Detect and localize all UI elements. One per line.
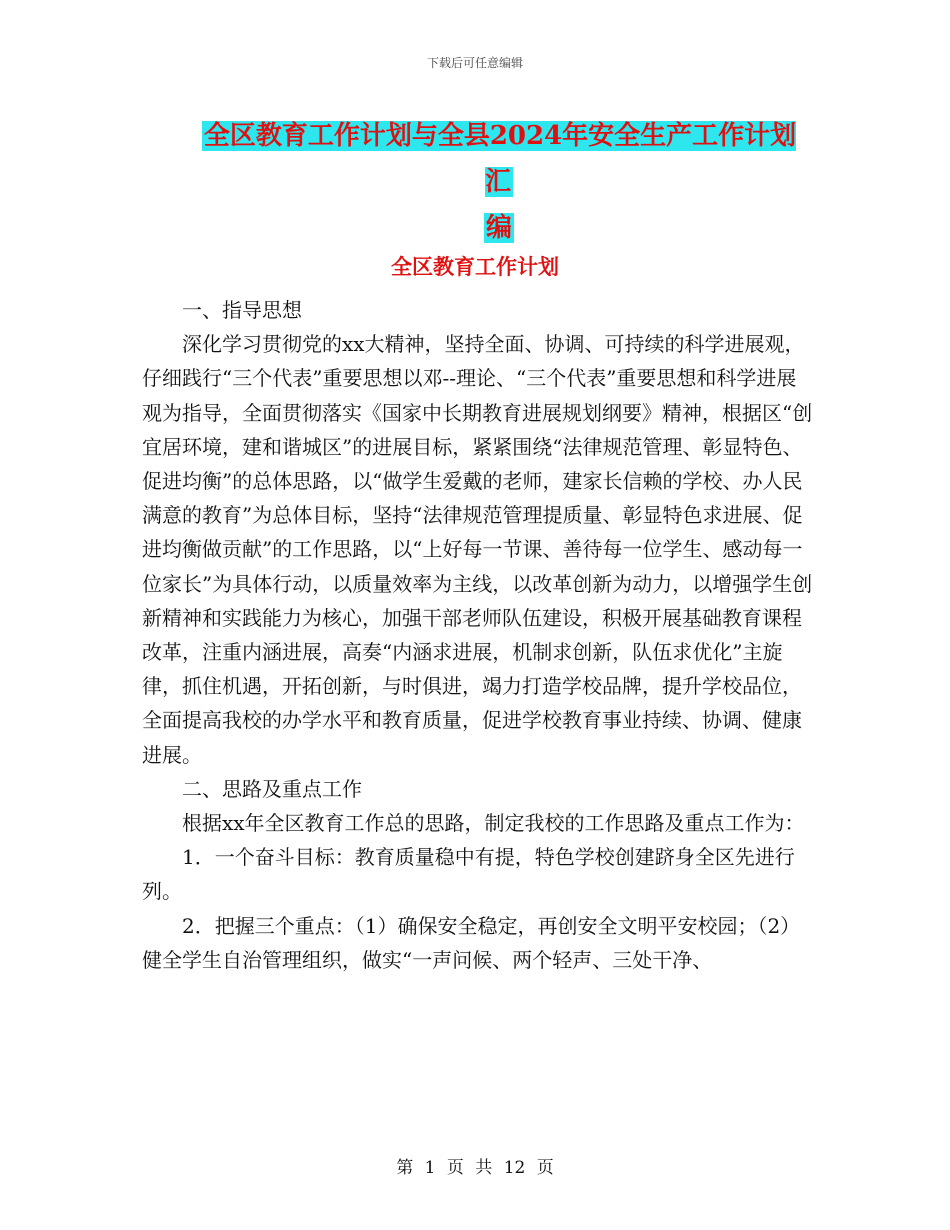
document-title xyxy=(188,113,810,251)
heading-ideas-key-work: 二、思路及重点工作 xyxy=(182,776,362,801)
paragraph-guiding-thought: 深化学习贯彻党的xx大精神，坚持全面、协调、可持续的科学进展观，仔细践行“三个代表”重要思想以邓--理论、“三个代表”重要思想和科学进展观为指导，全面贯彻落实《国家中长期教育进展规划纲要》精神，根据区“创宜居环境，建和谐城区”的进展目标，紧紧围绕“法律规范管理、彰显特色、促进均衡”的总体思路，以“做学生爱戴的老师，建家长信赖的学校、办人民满意的教育”为总体目标，坚持“法律规范管理提质量、彰显特色求进展、促进均衡做贡献”的工作思路，以“上好每一节课、善待每一位学生、感动每一位家长”为具体行动，以质量效率为主线，以改革创新为动力，以增强学生创新精神和实践能力为核心，加强干部老师队伍建设，积极开展基础教育课程改革，注重内涵进展，高奏“内涵求进展，机制求创新，队伍求优化”主旋律，抓住机遇，开拓创新，与时俱进，竭力打造学校品牌，提升学校品位，全面提高我校的办学水平和教育质量，促进学校教育事业持续、协调、健康进展。 xyxy=(142,332,813,767)
document-title-line-2: 编 xyxy=(485,213,512,243)
section-title: 全区教育工作计划 xyxy=(391,254,559,279)
document-title-line-1: 全区教育工作计划与全县2024年安全生产工作计划汇 xyxy=(203,121,797,197)
paragraph-item-2: 2．把握三个重点：（1）确保安全稳定，再创安全文明平安校园；（2）健全学生自治管理组织，做实“一声问候、两个轻声、三处干净、 xyxy=(142,913,801,972)
paragraph-ideas-intro: 根据xx年全区教育工作总的思路，制定我校的工作思路及重点工作为： xyxy=(182,811,805,836)
page-footer: 第 1 页 共 12 页 xyxy=(396,1158,554,1178)
header-note: 下载后可任意编辑 xyxy=(426,56,523,70)
paragraph-item-1: 1．一个奋斗目标：教育质量稳中有提，特色学校创建跻身全区先进行列。 xyxy=(142,845,795,904)
document-body xyxy=(142,293,814,977)
heading-guiding-thought: 一、指导思想 xyxy=(182,298,302,322)
